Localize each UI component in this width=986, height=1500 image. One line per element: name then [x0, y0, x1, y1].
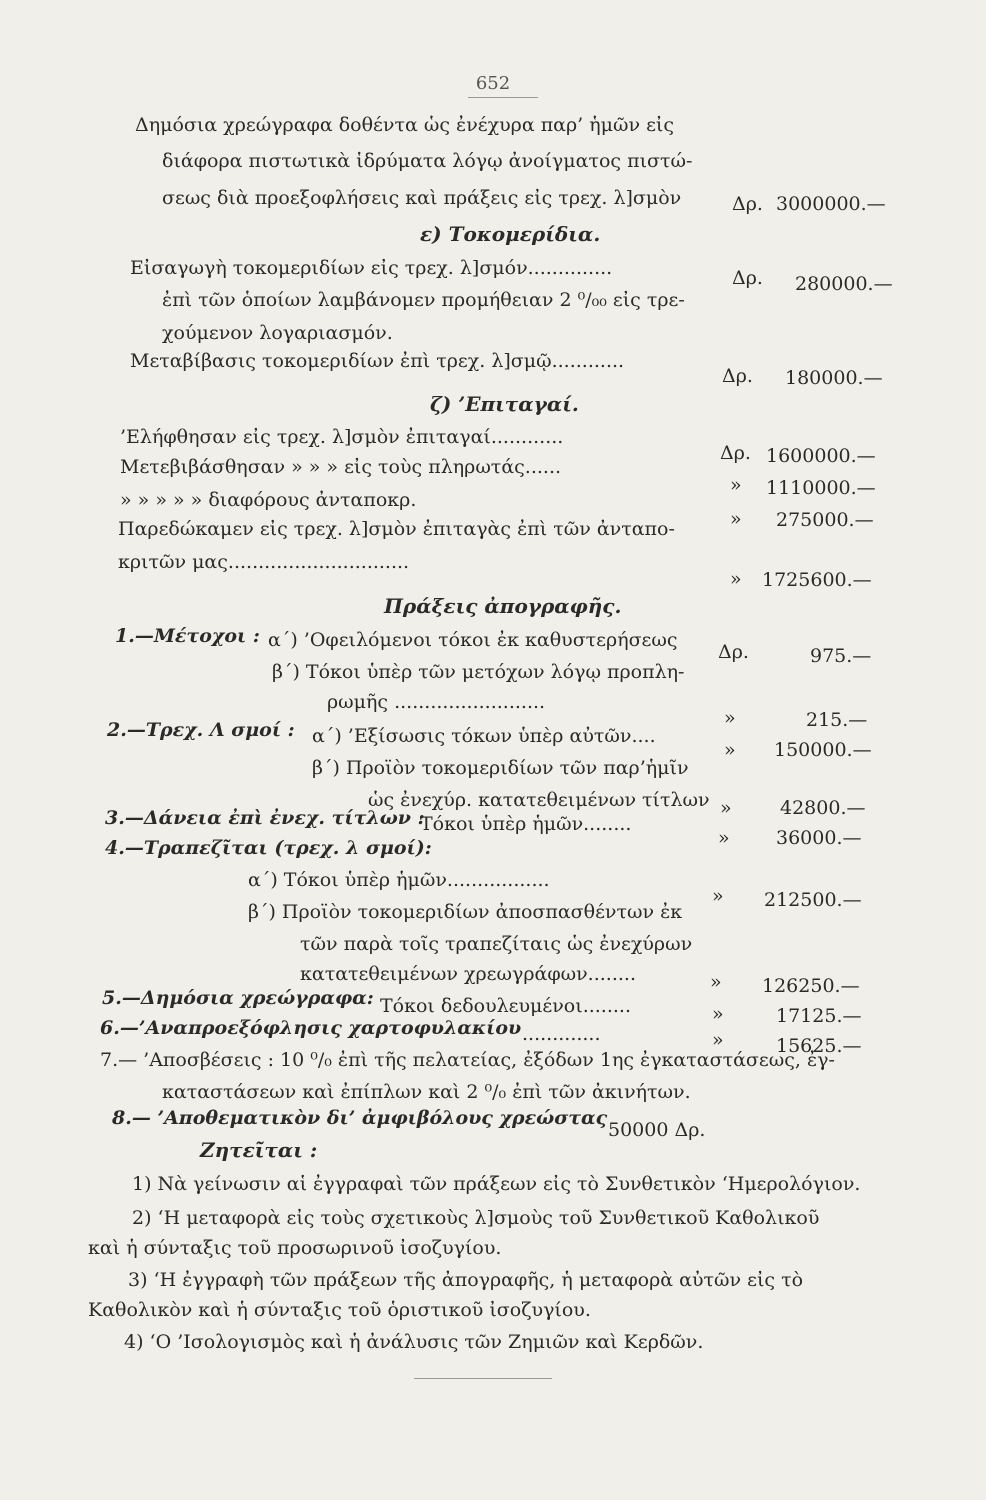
praxeis-item-13-text: Τόκοι δεδουλευμένοι........ [380, 995, 632, 1017]
praxeis-item-4-text: α΄) ’Εξίσωσις τόκων ὑπὲρ αὐτῶν.... [312, 725, 656, 747]
praxeis-item-1-currency: Δρ. [718, 641, 749, 663]
praxeis-item-7-text: Τόκοι ὑπὲρ ἡμῶν........ [420, 813, 632, 835]
intro-line-3: σεως διὰ προεξοφλήσεις καὶ πράξεις εἰς τρεχ. λ]σμὸν [162, 187, 682, 209]
praxeis-item-1-amount: 975.— [810, 645, 872, 667]
section-praxeis-heading: Πράξεις ἀπογραφῆς. [384, 594, 622, 618]
section-z-row-4-label: Παρεδώκαμεν εἰς τρεχ. λ]σμὸν ἐπιταγὰς ἐπὶ τῶν ἀνταπο- [118, 518, 675, 540]
praxeis-item-4-amount: 150000.— [774, 739, 872, 761]
section-e-note-line-1: ἐπὶ τῶν ὁποίων λαμβάνομεν προμήθειαν 2 ⁰/₀₀ εἰς τρε- [162, 289, 685, 311]
praxeis-item-12-text: κατατεθειμένων χρεωγράφων........ [300, 963, 636, 985]
praxeis-item-6-amount: 42800.— [780, 797, 866, 819]
praxeis-item-14-text: ............. [522, 1023, 601, 1045]
page-number: 652 [475, 73, 511, 94]
section-e-heading: ε) Τοκομερίδια. [420, 222, 601, 246]
intro-currency: Δρ. [732, 193, 763, 215]
zitoumena-line-1: 1) Νὰ γείνωσιν αἱ ἐγγραφαὶ τῶν πράξεων εἰς τὸ Συνθετικὸν ‘Ημερολόγιον. [132, 1173, 861, 1195]
praxeis-item-13-currency: » [712, 1003, 724, 1025]
section-e-entry1-currency: Δρ. [732, 267, 763, 289]
section-z-row-1-amount: 1600000.— [766, 445, 876, 467]
zitoumena-line-2: 2) ‘Η μεταφορὰ εἰς τοὺς σχετικοὺς λ]σμοὺς τοῦ Συνθετικοῦ Καθολικοῦ [132, 1207, 820, 1229]
zitoumena-line-4: 3) ‘Η ἐγγραφὴ τῶν πράξεων τῆς ἀπογραφῆς, ἡ μεταφορὰ αὐτῶν εἰς τὸ [128, 1269, 804, 1291]
praxeis-item-14-amount: 15625.— [776, 1035, 862, 1057]
praxeis-item-7-line-1: 7.— ’Αποσβέσεις : 10 ⁰/₀ ἐπὶ τῆς πελατείας, ἐξόδων 1ης ἐγκαταστάσεως, ἐγ- [100, 1049, 835, 1071]
section-e-entry2-label: Μεταβίβασις τοκομεριδίων ἐπὶ τρεχ. λ]σμῷ............ [130, 350, 625, 372]
praxeis-item-8-lead: 4.—Τραπεζῖται (τρεχ. λ σμοί): [105, 837, 432, 859]
praxeis-item-14-currency: » [712, 1029, 724, 1051]
zitoumena-line-5: Καθολικὸν καὶ ἡ σύνταξις τοῦ ὁριστικοῦ ἰσοζυγίου. [88, 1299, 591, 1321]
praxeis-item-8-amount: 50000 Δρ. [608, 1119, 706, 1141]
praxeis-item-8-lead-text: 8.— ’Αποθεματικὸν δι’ ἀμφιβόλους χρεώστας [112, 1107, 608, 1129]
intro-line-1: Δημόσια χρεώγραφα δοθέντα ὡς ἐνέχυρα παρ’ ἡμῶν εἰς [135, 114, 675, 136]
section-e-entry1-amount: 280000.— [795, 273, 893, 295]
page-number-rule [468, 97, 538, 98]
section-z-row-2-currency: » [730, 474, 742, 496]
praxeis-item-3-amount: 215.— [806, 709, 868, 731]
section-z-heading: ζ) ’Επιταγαί. [430, 392, 579, 416]
section-z-row-2-amount: 1110000.— [766, 477, 876, 499]
praxeis-item-13-lead: 5.—Δημόσια χρεώγραφα: [102, 987, 374, 1009]
section-z-row-1-label: ’Ελήφθησαν εἰς τρεχ. λ]σμὸν ἐπιταγαί............ [120, 426, 564, 448]
praxeis-item-7-lead: 3.—Δάνεια ἐπὶ ἐνεχ. τίτλων : [105, 807, 425, 829]
section-z-row-2-label: Μετεβιβάσθησαν » » » εἰς τοὺς πληρωτάς...... [120, 456, 562, 478]
praxeis-item-3-currency: » [724, 707, 736, 729]
intro-line-2: διάφορα πιστωτικὰ ἱδρύματα λόγῳ ἀνοίγματος πιστώ- [162, 150, 693, 172]
section-z-row-3-label: » » » » » διαφόρους ἀνταποκρ. [120, 489, 417, 511]
section-e-entry1-label: Εἰσαγωγὴ τοκομεριδίων εἰς τρεχ. λ]σμόν.............. [130, 257, 613, 279]
praxeis-item-11-text: τῶν παρὰ τοῖς τραπεζίταις ὡς ἐνεχύρων [300, 933, 693, 955]
praxeis-item-4-currency: » [724, 739, 736, 761]
zitoumena-line-3: καὶ ἡ σύνταξις τοῦ προσωρινοῦ ἰσοζυγίου. [88, 1237, 502, 1259]
intro-amount: 3000000.— [776, 193, 886, 215]
praxeis-item-1-lead: 1.—Μέτοχοι : [115, 625, 260, 647]
bottom-rule [414, 1378, 552, 1379]
praxeis-item-7-amount: 36000.— [776, 827, 862, 849]
praxeis-item-13-amount: 17125.— [776, 1005, 862, 1027]
praxeis-item-9-currency: » [712, 885, 724, 907]
praxeis-item-5-text: β΄) Προϊὸν τοκομεριδίων τῶν παρ’ἡμῖν [312, 757, 689, 779]
praxeis-item-1-text: α΄) ’Οφειλόμενοι τόκοι ἐκ καθυστερήσεως [268, 629, 678, 651]
praxeis-item-6-text: ὡς ἐνεχύρ. κατατεθειμένων τίτλων [368, 789, 710, 811]
praxeis-item-12-amount: 126250.— [762, 975, 860, 997]
praxeis-item-14-lead: 6.—’Αναπροεξόφλησις χαρτοφυλακίου [100, 1017, 522, 1039]
section-e-entry2-amount: 180000.— [785, 367, 883, 389]
praxeis-item-9-amount: 212500.— [764, 889, 862, 911]
zitoumena-heading: Ζητεῖται : [200, 1138, 318, 1162]
section-z-row-3-currency: » [730, 508, 742, 530]
section-e-entry2-currency: Δρ. [722, 365, 753, 387]
praxeis-item-4-lead: 2.—Τρεχ. Λ σμοί : [107, 719, 295, 741]
praxeis-item-7-currency: » [718, 827, 730, 849]
praxeis-item-9-text: α΄) Τόκοι ὑπὲρ ἡμῶν................. [248, 869, 550, 891]
praxeis-item-3-text: ρωμῆς ......................... [327, 691, 546, 713]
praxeis-item-6-currency: » [720, 797, 732, 819]
zitoumena-line-6: 4) ‘Ο ’Ισολογισμὸς καὶ ἡ ἀνάλυσις τῶν Ζημιῶν καὶ Κερδῶν. [124, 1331, 704, 1353]
section-e-note-line-2: χούμενον λογαριασμόν. [162, 322, 393, 344]
section-z-row-5-label: κριτῶν μας.............................. [118, 551, 410, 573]
section-z-row-3-amount: 275000.— [776, 509, 874, 531]
praxeis-item-2-text: β΄) Τόκοι ὑπὲρ τῶν μετόχων λόγῳ προπλη- [272, 661, 685, 683]
praxeis-item-10-text: β΄) Προϊὸν τοκομεριδίων ἀποσπασθέντων ἐκ [248, 901, 683, 923]
praxeis-item-7-line-2: καταστάσεων καὶ ἐπίπλων καὶ 2 ⁰/₀ ἐπὶ τῶν ἀκινήτων. [162, 1081, 691, 1103]
section-z-row-1-currency: Δρ. [720, 442, 751, 464]
section-z-row-5-currency: » [730, 568, 742, 590]
section-z-row-5-amount: 1725600.— [762, 569, 872, 591]
praxeis-item-12-currency: » [710, 971, 722, 993]
